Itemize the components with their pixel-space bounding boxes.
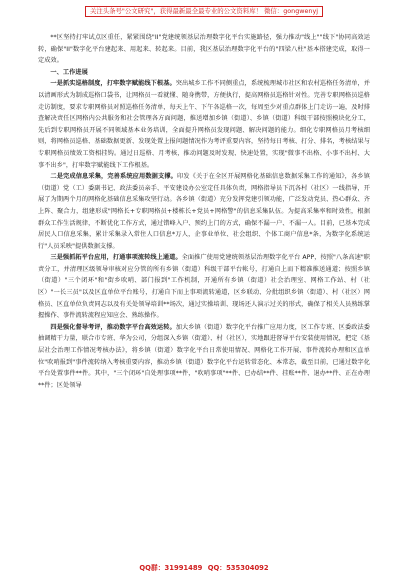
paragraph-three <box>38 252 370 322</box>
paragraph-two <box>38 171 370 252</box>
paragraph-two-text: 印发《关于在全区开展网格化基础信息数据采集工作的通知》，各乡镇（街道）党（工）委副书记、政法委员亲手、平安建设办公室定任具体负责，网格指导员下沉各村（社区）一线指导，开展了为期两个月的网格化基础信息采集攻坚行动。各乡镇（街道）充分发挥党建引领功能，广泛发动党员、热心群众、齐上阵、聚合力，组建形成"网格长+专职网格员+楼栋长+党员+网格警"的信息采集队伍。为提高采集率和时效性，根据群众工作生活规律，不断优化工作方式，通过错峰入户、预约上门的方式，确保不漏一户、不漏一人。目前，已基本完成居民人口信息采集，累计采集录入常住人口信息*万人，企事业单位、社会组织、个体工商户信息*条，为数字化系统运行"人员采映"提供数据支撑。 <box>38 173 371 250</box>
paragraph-one <box>38 78 370 171</box>
paragraph-three-text: 全面推广使用党建统领基层治理数字化平台 APP，按照"八条高速"职责分工，并清理区级领导审核对应分管的所有乡镇（街道）科级干部平台帐号，打通自上而下精准推送通道；按照乡镇（街道）"三个闭环"和"街乡吹哨、部门报到"工作机制，开通所有乡镇（街道）社会治理室、网格工作站、村（社区）"一长三员"以及区直单位平台账号，打通自下而上事项流转通道，区乡联动、分批组织乡镇（街道）、村（社区）网格员、区直单位负责同志以及有关处领导培训**场次，通过实操培训、现场还人演示过关的形式，确保了相关人员熟练掌握操作、事件流转流程应知应会、熟练操作。 <box>38 254 370 320</box>
intro-paragraph: **区坚持打牢试点区重任，紧紧围绕"II"党建统领基层治理数字化平台实施路径，强力推动"线上""线下"协同高效运转，确保"II"数字化平台建起来、用起来、转起来。目前，我区基层治理数字化平台的"四梁八柱"基本搭建完成，取得一定成效。 <box>38 34 370 65</box>
document-body <box>38 32 370 391</box>
paragraph-four-text: 加大乡镇（街道）数字化平台推广应用力度，区工作专班、区委政法委抽调精干力量，联合市专班、华为公司，分组深入乡镇（街道）、村（社区），实地跟进督导平台安装使用情况，把定《基层社会治理工作情况考核办法》，将乡镇（街道）数字化平台日常使用情况、网格化工作开展、事件流转办理和区直单位"吹哨报到"事件流转纳入考核重要内容，推动乡镇（街道）数字化平台运转常态化、本常态，截至目前，已通过数字化平台处置事件**件。其中，"三个闭环"自处理事项**件，"吹哨事项"**件、已办结**件、挂账**件、退办**件、正在办理**件；区处领导 <box>38 323 370 389</box>
header-banner <box>0 6 408 17</box>
footer-contact: QQ群：31991489 QQ：535304092 <box>139 564 269 572</box>
paragraph-three-lead: 三是强抓拓平台应用，打通事项流转线上通道。 <box>50 254 182 262</box>
section-heading: 一、工作进展 <box>50 68 88 76</box>
paragraph-four <box>38 322 370 392</box>
paragraph-one-text: 突出城乡工作不同侧重点，系统梳理城市社区和农村巡格任务清单，并以清画形式为制成巡格口袋书，让网格员一看就懂、随身携带，方便执行，提高网格员巡格针对性。完善专职网格员巡格走访制度，要求专职网格员对照巡格任务清单，每天上午、下午各巡格一次，每周至少对重点群体上门走访一遍，及时排查解决责任区网格内公共服务和社会管理各方面问题，推送增加乡镇（街道）、乡镇（街道）科级干部按照模块化分工，先后到专职网格员开展不同领域基本业务培训，全面提升网格员发现问题、解决问题的能力。细化专职网格员月考核细则，将网格员巡格、基础数据更新、发现处置上报问题情况作为考评重要内容，坚持每日考核、打分、排名，考核结果与专职网格员绩效工资相挂钩。通过日巡格、月考核，推动问题及时发现、快速处置，实现"微事不出格、小事不出村、大事不出乡"，打牢数字赋能线下工作根基。 <box>38 80 370 169</box>
paragraph-two-lead: 二是完成信息采集，完善系统应用数据支撑。 <box>50 173 177 181</box>
paragraph-four-lead: 四是强化督导考评，推动数字平台高效运转。 <box>50 323 176 331</box>
banner-text: 关注头条号"公文研究"，获得最新最全最专业的公文资料库！ 微信：gongwenyj <box>85 6 323 17</box>
paragraph-one-lead: 一是抓实巡格制度，打牢数字赋能线下根基。 <box>50 80 176 88</box>
